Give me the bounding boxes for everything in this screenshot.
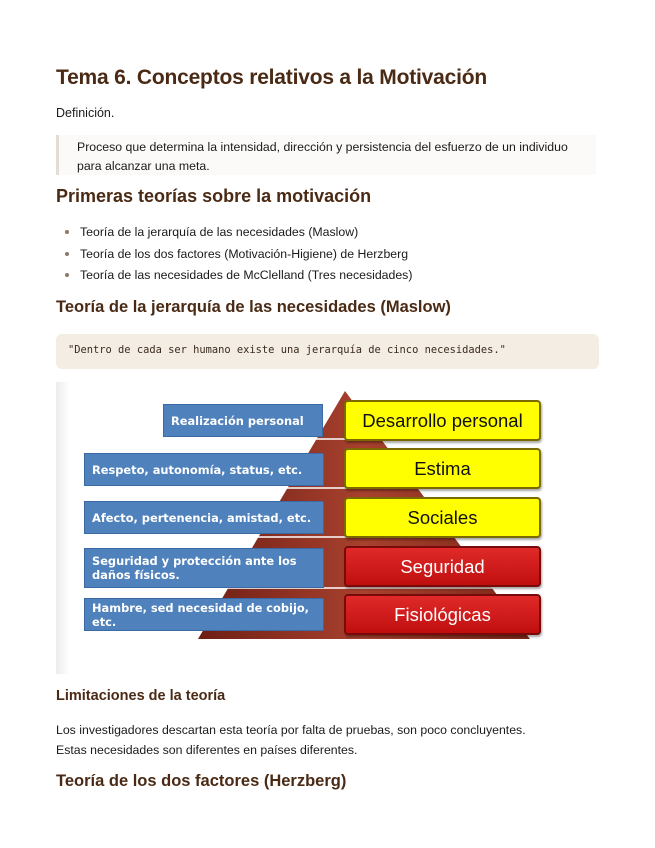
maslow-pyramid-diagram (56, 382, 603, 674)
page-title: Tema 6. Conceptos relativos a la Motivación (56, 66, 487, 89)
pyramid-level-1: Desarrollo personal (344, 400, 541, 441)
limitations-line-1: Los investigadores descartan esta teoría por falta de pruebas, son poco concluyentes. (56, 723, 526, 737)
pyramid-level-2: Estima (344, 448, 541, 489)
early-theories-heading: Primeras teorías sobre la motivación (56, 186, 372, 206)
limitations-line-2: Estas necesidades son diferentes en países diferentes. (56, 742, 358, 757)
early-theories-list (64, 224, 412, 289)
pyramid-level-3: Sociales (344, 497, 541, 538)
maslow-heading: Teoría de la jerarquía de las necesidades (Maslow) (56, 298, 451, 316)
maslow-quote-code-block: "Dentro de cada ser humano existe una jerarquía de cinco necesidades." (56, 334, 599, 369)
pyramid-description-3: Afecto, pertenencia, amistad, etc. (84, 501, 324, 534)
list-item-text: Teoría de los dos factores (Motivación-Higiene) de Herzberg (80, 246, 409, 261)
bullet-icon (65, 230, 69, 234)
pyramid-level-5: Fisiológicas (344, 594, 541, 635)
bullet-icon (65, 273, 69, 277)
definition-label: Definición. (56, 106, 115, 120)
herzberg-heading: Teoría de los dos factores (Herzberg) (56, 772, 347, 790)
pyramid-level-4: Seguridad (344, 546, 541, 587)
list-item (64, 224, 412, 246)
limitations-heading: Limitaciones de la teoría (56, 688, 226, 704)
pyramid-description-4: Seguridad y protección ante los daños físicos. (84, 548, 324, 588)
list-item (64, 267, 412, 289)
pyramid-description-2: Respeto, autonomía, status, etc. (84, 453, 324, 486)
bullet-icon (65, 252, 69, 256)
list-item-text: Teoría de la jerarquía de las necesidades (Maslow) (80, 225, 359, 239)
pyramid-description-5: Hambre, sed necesidad de cobijo, etc. (84, 598, 324, 631)
list-item-text: Teoría de las necesidades de McClelland (Tres necesidades) (80, 268, 413, 282)
list-item (64, 246, 412, 268)
definition-blockquote: Proceso que determina la intensidad, dirección y persistencia del esfuerzo de un individuo para alcanzar una meta. (56, 135, 596, 175)
pyramid-description-1: Realización personal (163, 404, 323, 437)
limitations-paragraph (56, 721, 616, 760)
